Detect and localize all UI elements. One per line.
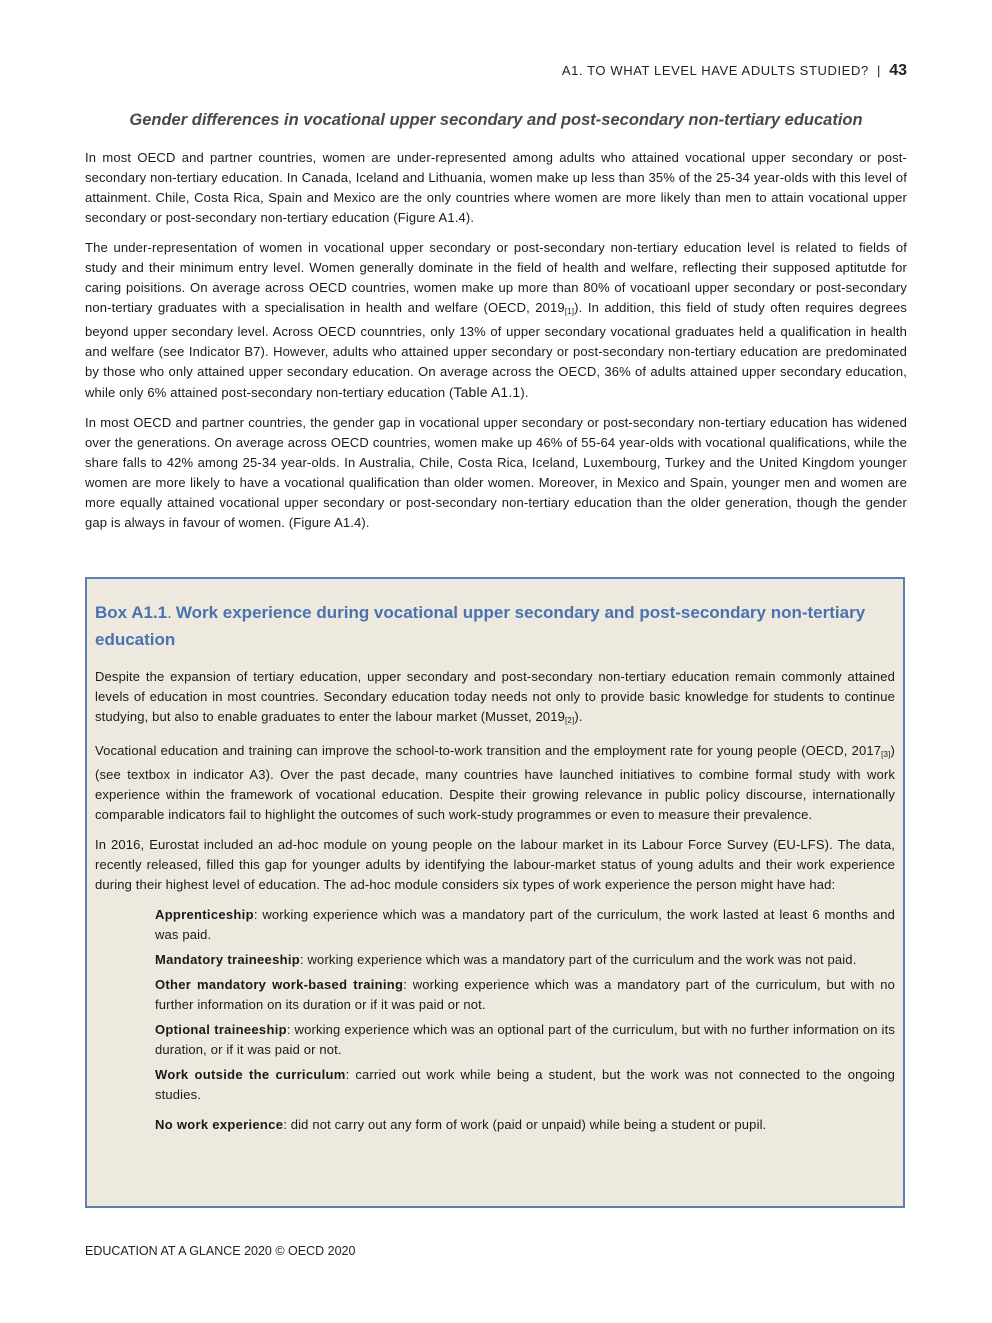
box-title-text: Work experience during vocational upper secondary and post-secondary non-tertiary education [95,603,866,649]
type-description: : working experience which was a mandatory part of the curriculum, but with no further information on its duration or if it was paid or not. [155,977,895,1012]
section-title: Gender differences in vocational upper secondary and post-secondary non-tertiary education [129,111,863,129]
reference-link-1[interactable]: [1] [564,307,575,316]
reference-link-3[interactable]: [3] [881,750,891,759]
page-number: 43 [889,62,907,79]
box-paragraph-1 [95,667,895,731]
paragraph-2-part-a: The under-representation of women in vocational upper secondary or post-secondary non-tertiary education level is related to fields of study and their minimum entry level. Women generally dominate in the field of health and welfare, reflecting their supposed aptitutde for caring poisitions. On average across OECD countries, women make up more than 80% of vocatioanl upper secondary or post-secondary non-tertiary graduates with a specialisation in health and welfare (OECD, 2019 [85,240,907,315]
page-footer: EDUCATION AT A GLANCE 2020 © OECD 2020 [85,1244,356,1258]
type-description: : working experience which was a mandatory part of the curriculum, the work lasted at least 6 months and was paid. [155,907,895,942]
table-a1-1-link[interactable]: Table A1.1 [453,384,521,400]
box-paragraph-1-part-b: ). [574,709,583,724]
type-term: Other mandatory work-based training [155,977,404,992]
type-description: : working experience which was an optional part of the curriculum, but with no further information on its duration, or if it was paid or not. [155,1022,895,1057]
box-label-dot: . [167,603,172,622]
type-description: : did not carry out any form of work (paid or unpaid) while being a student or pupil. [283,1117,767,1132]
box-paragraph-3: In 2016, Eurostat included an ad-hoc module on young people on the labour market in its Labour Force Survey (EU-LFS). The data, recently released, filled this gap for younger adults by identifying the labour-market status of young adults and their work experience during their highest level of education. The ad-hoc module considers six types of work experience the person might have had: [95,837,895,892]
chapter-title: A1. TO WHAT LEVEL HAVE ADULTS STUDIED? [561,63,869,78]
box-label: Box A1.1 [95,603,168,622]
list-item [155,1065,895,1105]
box-paragraph-2 [95,741,895,825]
reference-link-2[interactable]: [2] [565,716,575,725]
paragraph-2-part-b: ). In addition, this field of study often requires degrees beyond upper secondary level. Across OECD counntries, only 13% of upper secondary vocational graduates held a qualification in health and welfare (see Indicator B7). However, adults who attained upper secondary or post-secondary non-tertiary education are predominated by those who only attained upper secondary education. On average across the OECD, 36% of adults attained upper secondary education, while only 6% attained post-secondary non-tertiary education ( [85,300,907,400]
running-header [85,62,907,80]
paragraph-1: In most OECD and partner countries, women are under-represented among adults who attained vocational upper secondary or post-secondary non-tertiary education. In Canada, Iceland and Lithuania, women make up less than 35% of the 25-34 year-olds with this level of attainment. Chile, Costa Rica, Spain and Mexico are the only countries where women are more likely than men to attain vocational upper secondary or post-secondary non-tertiary education (Figure A1.4). [85,150,907,225]
paragraph-2 [85,238,907,403]
paragraph-2-part-c: ). [520,385,529,400]
type-term: No work experience [155,1117,284,1132]
box-paragraph-1-part-a: Despite the expansion of tertiary education, upper secondary and post-secondary non-tertiary education remain commonly attained levels of education in most countries. Secondary education today needs not only to provide basic knowledge for students to continue studying, but also to enable graduates to enter the labour market (Musset, 2019 [95,669,895,724]
type-description: : working experience which was a mandatory part of the curriculum and the work was not paid. [300,952,857,967]
type-term: Mandatory traineeship [155,952,300,967]
type-term: Apprenticeship [155,907,254,922]
box-title [95,599,895,653]
box-paragraph-2-part-a: Vocational education and training can improve the school-to-work transition and the employment rate for young people (OECD, 2017 [95,743,882,758]
box-a1-1 [85,577,905,1208]
work-experience-types-list [95,905,895,1135]
type-term: Work outside the curriculum [155,1067,346,1082]
type-term: Optional traineeship [155,1022,287,1037]
box-paragraph-2-part-b: ) (see textbox in indicator A3). Over the past decade, many countries have launched initiatives to combine formal study with work experience within the framework of vocational education. Despite their growing relevance in public policy discourse, internationally comparable indicators fail to highlight the outcomes of such work-study programmes or even to measure their prevalence. [95,743,895,822]
list-item [155,1115,895,1135]
list-item [155,975,895,1015]
body-text [85,148,907,543]
type-description: : carried out work while being a student, but the work was not connected to the ongoing studies. [155,1067,896,1102]
header-separator: | [877,63,881,78]
list-item [155,950,895,970]
list-item [155,905,895,945]
paragraph-3: In most OECD and partner countries, the gender gap in vocational upper secondary or post-secondary non-tertiary education has widened over the generations. On average across OECD countries, women make up 46% of 55-64 year-olds with vocational qualifications, while the share falls to 42% among 25-34 year-olds. In Australia, Chile, Costa Rica, Iceland, Luxembourg, Turkey and the United Kingdom younger women are more likely to have a vocational qualification than older women. Moreover, in Mexico and Spain, younger men and women are more equally attained vocational upper secondary or post-secondary non-tertiary education than the older generation, though the gender gap is always in favour of women. (Figure A1.4). [85,415,907,530]
list-item [155,1020,895,1060]
